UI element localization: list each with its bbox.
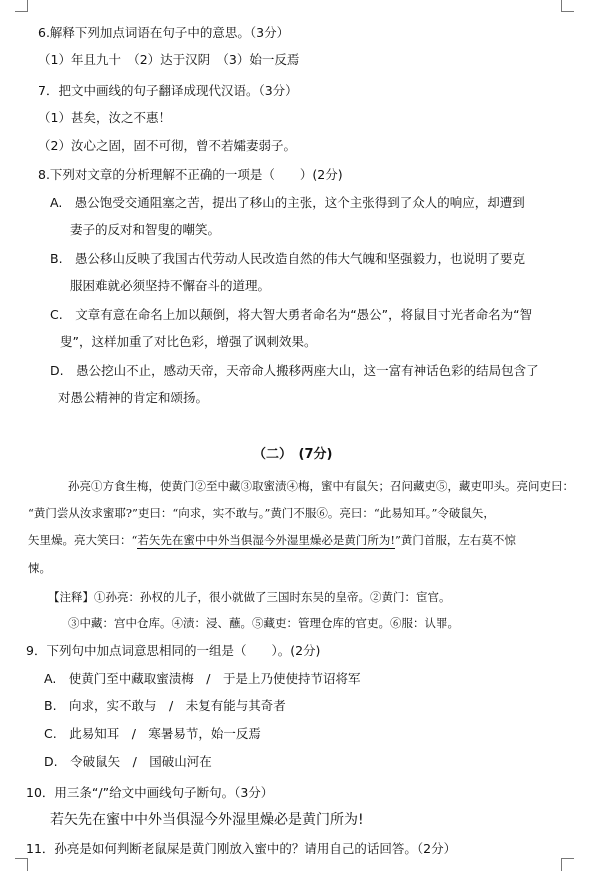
passage-line-1: 孙亮①方食生梅，使黄门②至中藏③取蜜渍④梅，蜜中有鼠矢；召问藏吏⑤，藏吏叩头。亮问吏曰： — [68, 479, 574, 493]
passage-line-3 — [28, 532, 516, 548]
underlined-sentence: 若矢先在蜜中中外当俱湿今外湿里燥必是黄门所为! — [137, 533, 396, 547]
passage-line-3-end: ”黄门首服，左右莫不惊 — [395, 533, 516, 547]
passage-line-4: 悚。 — [28, 561, 51, 575]
section-heading: （二） (7分) — [253, 447, 333, 462]
crop-mark-bottom-right — [561, 858, 574, 871]
crop-mark-top-right — [561, 0, 574, 12]
q9-stem: 9．下列句中加点词意思相同的一组是（ ）。(2分) — [26, 643, 321, 658]
q8-option-a-line1: A. 愚公饱受交通阻塞之苦，提出了移山的主张，这个主张得到了众人的响应，却遭到 — [50, 195, 525, 210]
q7-sentence-1: （1）甚矣，汝之不惠！ — [38, 110, 171, 125]
notes-line-1: 【注释】①孙亮：孙权的儿子，很小就做了三国时东吴的皇帝。②黄门：宦官。 — [48, 590, 451, 604]
q8-option-c-line1: C. 文章有意在命名上加以颠倒，将大智大勇者命名为“愚公”，将鼠目寸光者命名为“智 — [50, 307, 533, 322]
q6-stem: 6.解释下列加点词语在句子中的意思。（3分） — [38, 25, 290, 40]
q8-option-a-line2: 妻子的反对和智叟的嘲笑。 — [70, 222, 221, 237]
q9-option-d: D. 令破鼠矢 / 国破山河在 — [44, 754, 212, 769]
q8-option-b-line1: B. 愚公移山反映了我国古代劳动人民改造自然的伟大气魄和坚强毅力，也说明了要克 — [50, 251, 526, 266]
q10-sentence: 若矢先在蜜中中外当俱湿今外湿里燥必是黄门所为! — [50, 812, 364, 828]
crop-mark-top-left — [15, 0, 28, 12]
q11-stem: 11．孙亮是如何判断老鼠屎是黄门刚放入蜜中的？请用自己的话回答。（2分） — [26, 841, 457, 856]
q8-option-c-line2: 叟”，这样加重了对比色彩，增强了讽刺效果。 — [60, 334, 317, 349]
q8-option-d-line2: 对愚公精神的肯定和颂扬。 — [58, 390, 209, 405]
q8-stem: 8.下列对文章的分析理解不正确的一项是（ ）(2分) — [38, 167, 343, 182]
q8-option-b-line2: 服困难就必须坚持不懈奋斗的道理。 — [70, 278, 271, 293]
q7-stem: 7．把文中画线的句子翻译成现代汉语。（3分） — [38, 83, 298, 98]
q8-option-d-line1: D. 愚公挖山不止，感动天帝，天帝命人搬移两座大山，这一富有神话色彩的结局包含了 — [50, 363, 539, 378]
notes-line-2: ③中藏：宫中仓库。④渍：浸、蘸。⑤藏吏：管理仓库的官吏。⑥服：认罪。 — [68, 616, 459, 630]
q10-stem: 10．用三条“/”给文中画线句子断句。（3分） — [26, 785, 274, 800]
q6-items: （1）年且九十 （2）达于汉阴 （3）始一反焉 — [38, 52, 300, 67]
q9-option-b: B. 向求，实不敢与 / 未复有能与其奇者 — [44, 698, 286, 713]
q9-option-a: A. 使黄门至中藏取蜜渍梅 / 于是上乃使使持节诏将军 — [44, 671, 361, 686]
crop-mark-bottom-left — [15, 858, 28, 871]
q9-option-c: C. 此易知耳 / 寒暑易节，始一反焉 — [44, 726, 261, 741]
passage-line-3-start: 矢里燥。亮大笑曰：“ — [28, 533, 138, 547]
q7-sentence-2: （2）汝心之固，固不可彻，曾不若孀妻弱子。 — [38, 138, 296, 153]
passage-line-2: “黄门尝从汝求蜜耶?”吏曰：“向求，实不敢与。”黄门不服⑥。亮曰：“此易知耳。”令破鼠矢， — [28, 506, 495, 520]
